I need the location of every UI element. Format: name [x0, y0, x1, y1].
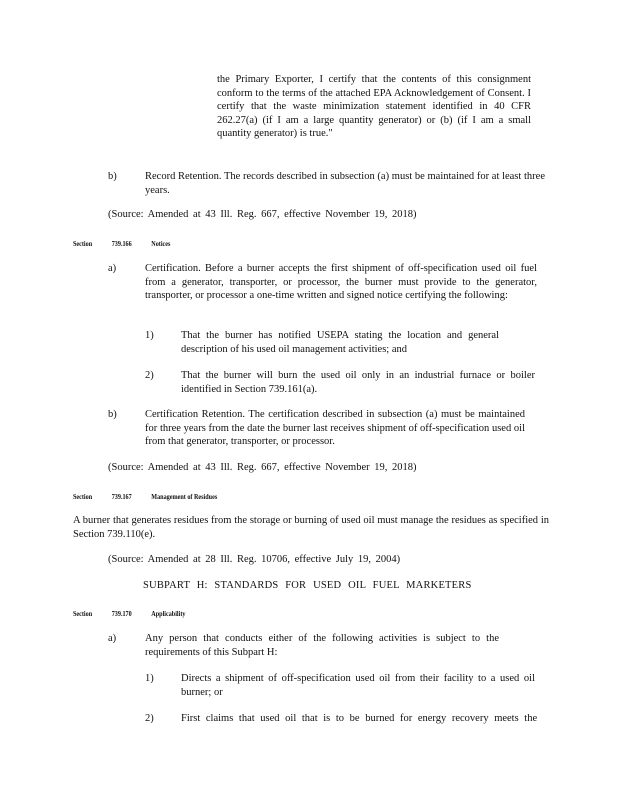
record-retention-paragraph: Record Retention. The records described in subsection (a) must be maintained for at least three years.: [145, 171, 545, 196]
source-note-165: (Source: Amended at 43 Ill. Reg. 667, effective November 19, 2018): [108, 209, 417, 220]
certification-paragraph: Certification. Before a burner accepts the first shipment of off-specification used oil fuel from a generator, transporter, or processor, the burner must provide to the generator, transporter, or processor a one-time written and signed notice certifying the following:: [145, 263, 537, 302]
subsection-a-label: a): [108, 263, 117, 274]
section-heading-167: [73, 490, 217, 504]
section-heading-166: [73, 237, 170, 251]
applicability-paragraph: Any person that conducts either of the following activities is subject to the requirements of this Subpart H:: [145, 633, 499, 658]
item-label: 1): [145, 673, 154, 684]
section-heading-170: [73, 607, 185, 621]
section-word: Section: [73, 239, 93, 248]
subpart-heading: SUBPART H: STANDARDS FOR USED OIL FUEL MARKETERS: [143, 580, 472, 591]
section-number: 739.166: [111, 239, 132, 248]
management-of-residues-paragraph: A burner that generates residues from the storage or burning of used oil must manage the residues as specified in Section 739.110(e).: [73, 515, 549, 540]
list-item: That the burner has notified USEPA stating the location and general description of his used oil management activities; and: [181, 330, 499, 355]
section-title: Applicability: [151, 609, 186, 618]
section-title: Management of Residues: [151, 492, 218, 501]
certification-retention-paragraph: Certification Retention. The certification described in subsection (a) must be maintained for three years from the date the burner last receives shipment of off-specification used oil from that generator, transporter, or processor.: [145, 409, 525, 448]
subsection-b-label: b): [108, 409, 117, 420]
certification-quote-continuation: the Primary Exporter, I certify that the contents of this consignment conform to the terms of the attached EPA Acknowledgement of Consent. I certify that the waste minimization statement identified in 40 CFR 262.27(a) (if I am a large quantity generator) or (b) (if I am a small quantity generator) is true.": [217, 74, 531, 140]
subsection-b-label: b): [108, 171, 117, 182]
source-note-166: (Source: Amended at 43 Ill. Reg. 667, effective November 19, 2018): [108, 462, 417, 473]
section-number: 739.167: [111, 492, 132, 501]
subsection-a-label: a): [108, 633, 117, 644]
section-title: Notices: [151, 239, 171, 248]
section-word: Section: [73, 492, 93, 501]
list-item: That the burner will burn the used oil only in an industrial furnace or boiler identified in Section 739.161(a).: [181, 370, 535, 395]
item-label: 1): [145, 330, 154, 341]
item-label: 2): [145, 713, 154, 724]
section-word: Section: [73, 609, 93, 618]
list-item: First claims that used oil that is to be burned for energy recovery meets the: [181, 713, 538, 724]
list-item: Directs a shipment of off-specification used oil from their facility to a used oil burner; or: [181, 673, 535, 698]
section-number: 739.170: [111, 609, 132, 618]
item-label: 2): [145, 370, 154, 381]
source-note-167: (Source: Amended at 28 Ill. Reg. 10706, effective July 19, 2004): [108, 554, 401, 565]
